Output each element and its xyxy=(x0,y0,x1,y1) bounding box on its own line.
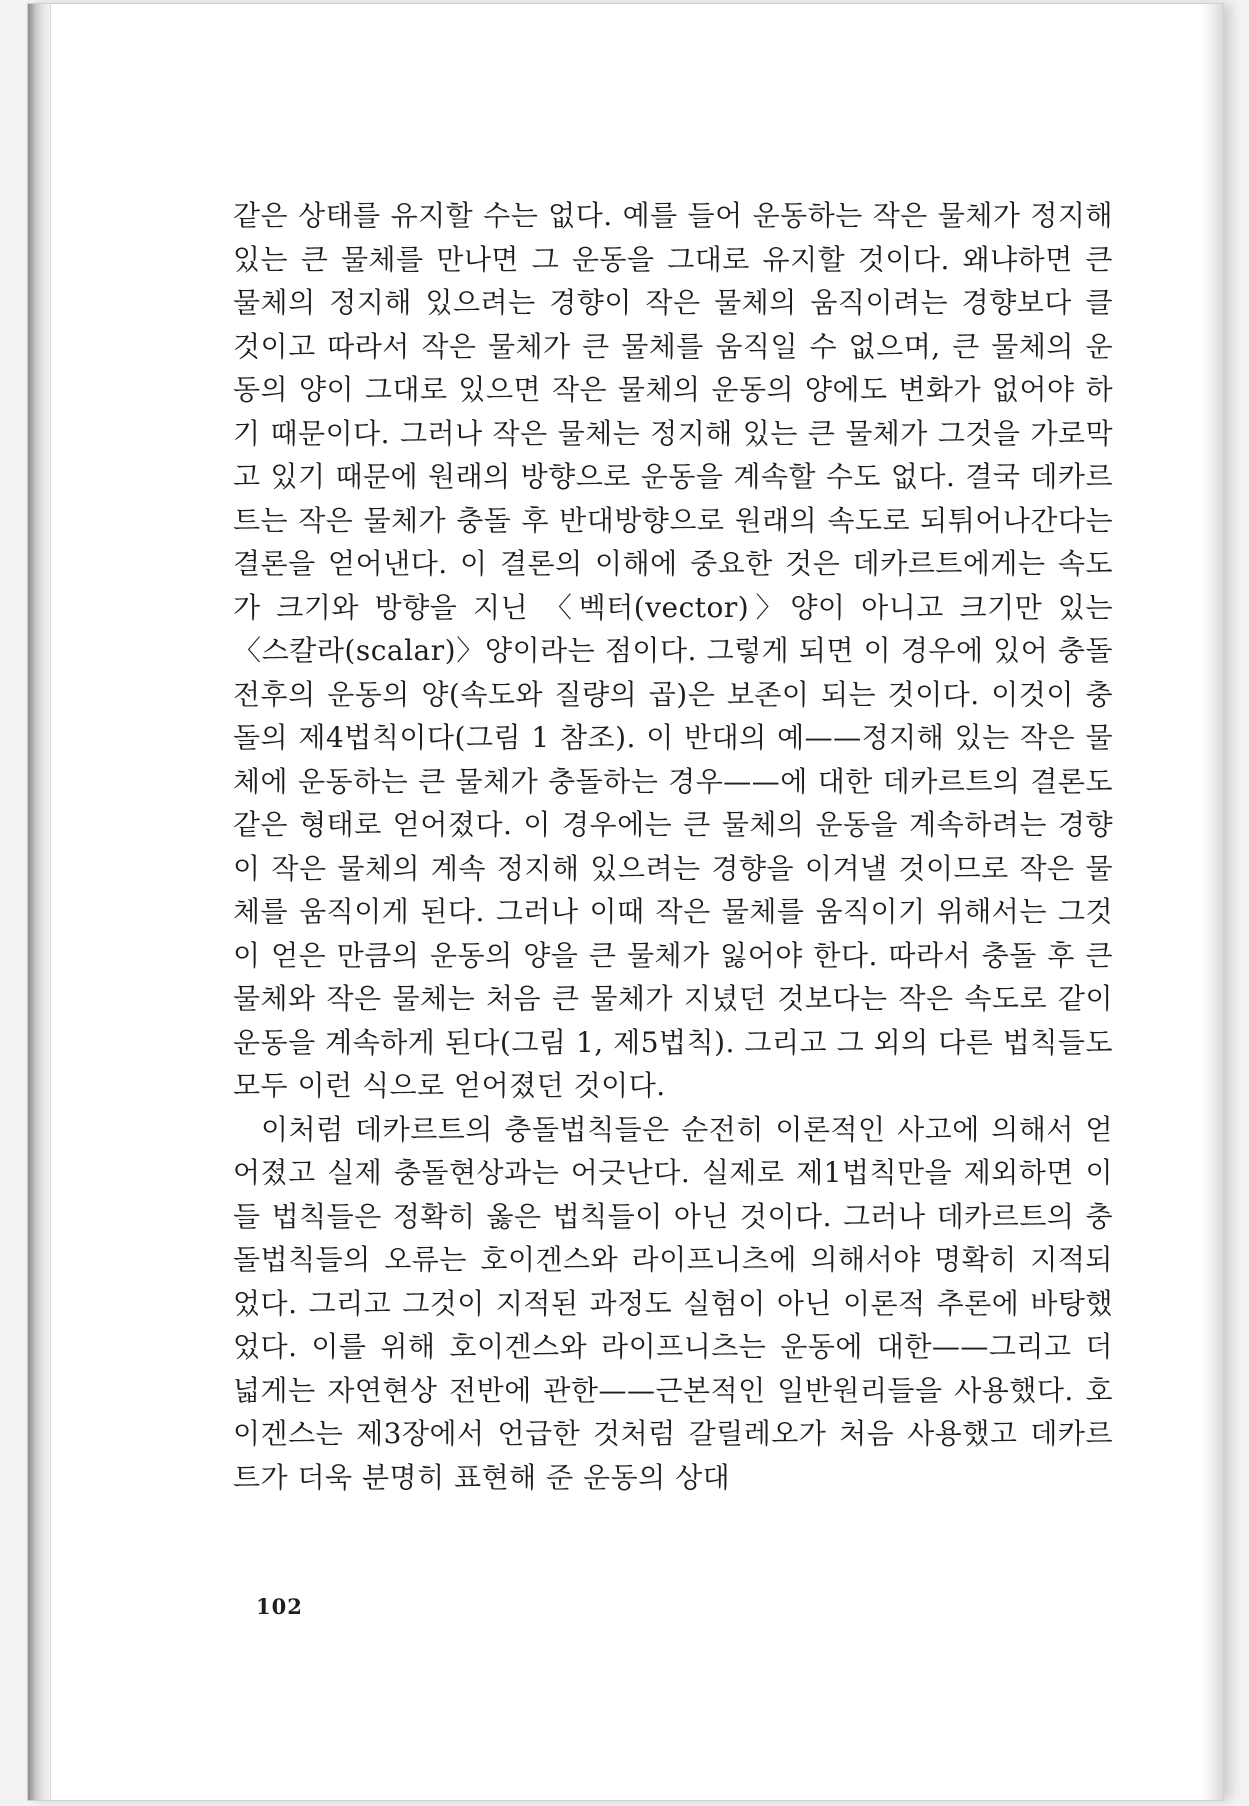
paragraph-1: 같은 상태를 유지할 수는 없다. 예를 들어 운동하는 작은 물체가 정지해 있는 큰 물체를 만나면 그 운동을 그대로 유지할 것이다. 왜냐하면 큰 물체의 정지해 있으려는 경향이 작은 물체의 움직이려는 경향보다 클 것이고 따라서 작은 물체가 큰 물체를 움직일 수 없으며, 큰 물체의 운동의 양이 그대로 있으면 작은 물체의 운동의 양에도 변화가 없어야 하기 때문이다. 그러나 작은 물체는 정지해 있는 큰 물체가 그것을 가로막고 있기 때문에 원래의 방향으로 운동을 계속할 수도 없다. 결국 데카르트는 작은 물체가 충돌 후 반대방향으로 원래의 속도로 되튀어나간다는 결론을 얻어낸다. 이 결론의 이해에 중요한 것은 데카르트에게는 속도가 크기와 방향을 지닌 〈벡터(vector)〉양이 아니고 크기만 있는 〈스칼라(scalar)〉양이라는 점이다. 그렇게 되면 이 경우에 있어 충돌 전후의 운동의 양(속도와 질량의 곱)은 보존이 되는 것이다. 이것이 충돌의 제4법칙이다(그림 1 참조). 이 반대의 예——정지해 있는 작은 물체에 운동하는 큰 물체가 충돌하는 경우——에 대한 데카르트의 결론도 같은 형태로 얻어졌다. 이 경우에는 큰 물체의 운동을 계속하려는 경향이 작은 물체의 계속 정지해 있으려는 경향을 이겨낼 것이므로 작은 물체를 움직이게 된다. 그러나 이때 작은 물체를 움직이기 위해서는 그것이 얻은 만큼의 운동의 양을 큰 물체가 잃어야 한다. 따라서 충돌 후 큰 물체와 작은 물체는 처음 큰 물체가 지녔던 것보다는 작은 속도로 같이 운동을 계속하게 된다(그림 1, 제5법칙). 그리고 그 외의 다른 법칙들도 모두 이런 식으로 얻어졌던 것이다. xyxy=(233,199,1113,1102)
paragraph-2: 이처럼 데카르트의 충돌법칙들은 순전히 이론적인 사고에 의해서 얻어졌고 실제 충돌현상과는 어긋난다. 실제로 제1법칙만을 제외하면 이들 법칙들은 정확히 옳은 법칙들이 아닌 것이다. 그러나 데카르트의 충돌법칙들의 오류는 호이겐스와 라이프니츠에 의해서야 명확히 지적되었다. 그리고 그것이 지적된 과정도 실험이 아닌 이론적 추론에 바탕했었다. 이를 위해 호이겐스와 라이프니츠는 운동에 대한——그리고 더 넓게는 자연현상 전반에 관한——근본적인 일반원리들을 사용했다. 호이겐스는 제3장에서 언급한 것처럼 갈릴레오가 처음 사용했고 데카르트가 더욱 분명히 표현해 준 운동의 상대 xyxy=(233,1112,1113,1494)
book-spine xyxy=(28,4,51,1800)
book-page xyxy=(28,4,1223,1800)
body-text xyxy=(233,194,1113,1499)
page-edge xyxy=(1201,4,1223,1800)
page-number: 102 xyxy=(256,1594,303,1619)
